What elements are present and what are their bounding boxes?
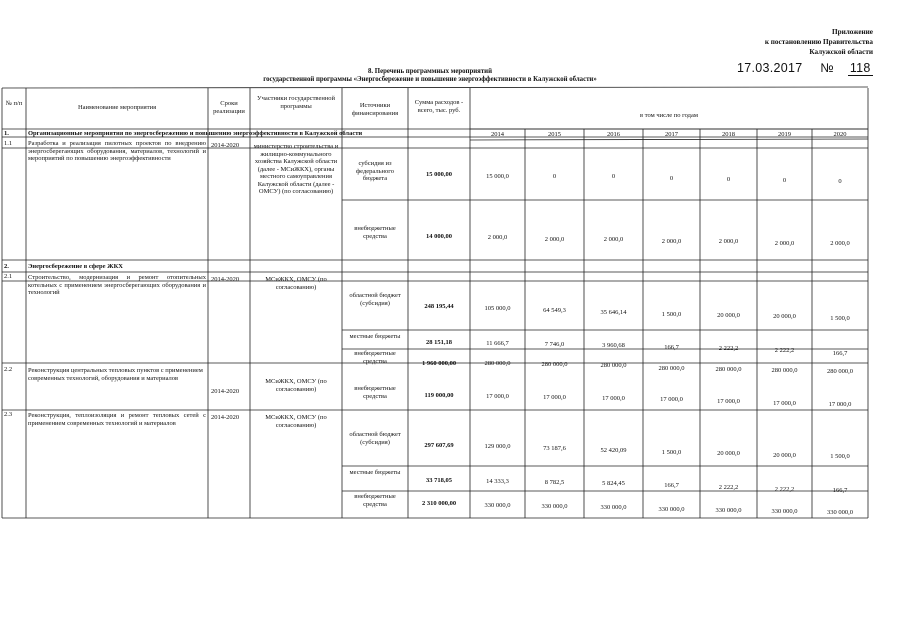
row21-y2-3: 280 000,0 xyxy=(658,365,685,372)
row21-y2-2: 280 000,0 xyxy=(600,362,627,369)
year-2019: 2019 xyxy=(778,131,791,138)
row21-num: 2.1 xyxy=(4,273,13,280)
col-num: № п/п xyxy=(5,100,23,107)
row21-y1-0: 11 666,7 xyxy=(486,340,509,347)
row22-participants: МСиЖКХ, ОМСУ (по согласованию) xyxy=(265,378,327,393)
title-line1: 8. Перечень программных мероприятий xyxy=(367,68,492,75)
row21-y1-2: 3 960,68 xyxy=(602,342,625,349)
row23-y1-4: 2 222,2 xyxy=(718,484,739,491)
row23-y0-5: 20 000,0 xyxy=(773,452,796,459)
year-2016: 2016 xyxy=(607,131,620,138)
appendix-line3: Калужской области xyxy=(809,48,873,56)
year-2017: 2017 xyxy=(665,131,678,138)
row11-y0-6: 0 xyxy=(838,178,842,185)
reg-no: 118 xyxy=(849,61,871,75)
row21-total-0: 248 195,44 xyxy=(424,303,454,310)
row11-total-1: 14 000,00 xyxy=(426,233,452,240)
year-2020: 2020 xyxy=(833,131,847,138)
row23-source-1: местные бюджеты xyxy=(349,469,401,476)
row23-y0-1: 73 187,6 xyxy=(543,445,566,452)
row23-y1-2: 5 824,45 xyxy=(602,480,625,487)
row21-y2-5: 280 000,0 xyxy=(771,367,798,374)
row21-y1-1: 7 746,0 xyxy=(544,341,565,348)
row11-name: Разработка и реализация пилотных проектов по внедрению энергосберегающих оборудования, материалов, технологий и мероприятий по повышению энергоэффективности xyxy=(28,140,206,162)
row21-y1-5: 2 222,2 xyxy=(774,347,795,354)
row22-y0-0: 17 000,0 xyxy=(486,393,509,400)
row11-y0-1: 0 xyxy=(552,173,557,180)
row11-y1-3: 2 000,0 xyxy=(661,238,682,245)
row11-num: 1.1 xyxy=(4,140,13,147)
row11-y0-3: 0 xyxy=(669,175,674,182)
row22-y0-1: 17 000,0 xyxy=(543,394,566,401)
row23-y2-3: 330 000,0 xyxy=(658,506,685,513)
row21-y1-4: 2 222,2 xyxy=(718,345,739,352)
row23-source-2: внебюджетные средства xyxy=(354,493,396,508)
appendix-line1: Приложение xyxy=(832,28,873,36)
row11-period: 2014-2020 xyxy=(211,142,240,149)
row23-y2-1: 330 000,0 xyxy=(541,503,568,510)
row11-participants: министерство строительства и жилищно-коммунального хозяйства Калужской области (далее - МСиЖКХ), органы местного самоуправления Калужской области (далее - ОМСУ) (по согласованию) xyxy=(253,143,339,195)
row22-period: 2014-2020 xyxy=(211,388,240,395)
row11-y1-2: 2 000,0 xyxy=(603,236,624,243)
row23-y2-5: 330 000,0 xyxy=(771,508,798,515)
row21-participants: МСиЖКХ, ОМСУ (по согласованию) xyxy=(265,276,327,291)
year-2015: 2015 xyxy=(548,131,561,138)
year-2018: 2018 xyxy=(722,131,735,138)
col-sources: Источники финансирования xyxy=(351,102,399,117)
row21-source-2: внебюджетные средства xyxy=(354,350,396,365)
row23-y2-2: 330 000,0 xyxy=(600,504,627,511)
reg-no-sign: № xyxy=(820,61,835,75)
row23-num: 2.3 xyxy=(4,411,13,418)
row23-y0-3: 1 500,0 xyxy=(661,449,682,456)
col-period: Сроки реализации xyxy=(213,100,245,115)
row23-source-0: областной бюджет (субсидия) xyxy=(349,431,401,446)
col-by-years: в том числе по годам xyxy=(640,112,698,119)
row11-y1-6: 2 000,0 xyxy=(830,240,850,247)
row21-y0-5: 20 000,0 xyxy=(773,313,796,320)
row22-num: 2.2 xyxy=(4,366,13,373)
row22-name: Реконструкция центральных тепловых пунктов с применением современных технологий, оборудования и материалов xyxy=(28,367,203,382)
row11-y1-1: 2 000,0 xyxy=(544,236,565,243)
row21-y0-2: 35 646,14 xyxy=(600,309,627,316)
row11-y1-4: 2 000,0 xyxy=(718,238,739,245)
row22-y0-4: 17 000,0 xyxy=(717,398,740,405)
title-line2: государственной программы «Энергосбережение и повышение энергоэффективности в Калужской области» xyxy=(263,76,597,83)
row22-y0-6: 17 000,0 xyxy=(828,401,852,408)
row21-y2-1: 280 000,0 xyxy=(541,361,568,368)
reg-date: 17.03.2017 xyxy=(737,61,803,75)
row23-y2-6: 330 000,0 xyxy=(827,509,853,516)
row22-y0-3: 17 000,0 xyxy=(660,396,683,403)
row23-y2-0: 330 000,0 xyxy=(484,502,511,509)
row22-source-0: внебюджетные средства xyxy=(354,385,396,400)
section2-title: Энергосбережение в сфере ЖКХ xyxy=(28,263,123,270)
row21-y0-6: 1 500,0 xyxy=(830,315,850,322)
appendix-line2: к постановлению Правительства xyxy=(764,38,873,46)
row23-total-2: 2 310 000,00 xyxy=(421,500,457,507)
row21-y0-3: 1 500,0 xyxy=(661,311,682,318)
row21-y0-4: 20 000,0 xyxy=(717,312,740,319)
row11-total-0: 15 000,00 xyxy=(426,171,452,178)
col-name: Наименование мероприятия xyxy=(77,104,157,111)
row11-y0-2: 0 xyxy=(611,173,616,180)
row23-participants: МСиЖКХ, ОМСУ (по согласованию) xyxy=(265,414,327,429)
col-total: Сумма расходов - всего, тыс. руб. xyxy=(414,99,464,114)
row23-y0-2: 52 420,09 xyxy=(600,447,627,454)
row21-name: Строительство, модернизация и ремонт отопительных котельных с применением энергосберегающих оборудования и технологий xyxy=(28,274,206,296)
row11-source-0: субсидия из федерального бюджета xyxy=(355,160,395,182)
row21-y1-3: 166,7 xyxy=(664,344,679,351)
year-2014: 2014 xyxy=(491,131,504,138)
row23-y0-6: 1 500,0 xyxy=(830,453,850,460)
row11-y0-0: 15 000,0 xyxy=(486,173,509,180)
row21-y1-6: 166,7 xyxy=(832,350,848,357)
row21-total-1: 28 151,18 xyxy=(426,339,452,346)
row21-source-1: местные бюджеты xyxy=(349,333,401,340)
row21-y0-0: 105 000,0 xyxy=(484,305,511,312)
row11-y0-4: 0 xyxy=(726,176,731,183)
row23-y2-4: 330 000,0 xyxy=(715,507,742,514)
section1-num: 1. xyxy=(4,130,9,137)
row22-y0-2: 17 000,0 xyxy=(602,395,625,402)
row23-period: 2014-2020 xyxy=(211,414,240,421)
row23-total-1: 33 718,05 xyxy=(426,477,452,484)
col-participants: Участники государственной программы xyxy=(256,95,336,110)
row23-y1-3: 166,7 xyxy=(664,482,679,489)
row21-y2-4: 280 000,0 xyxy=(715,366,742,373)
row23-name: Реконструкция, теплоизоляция и ремонт тепловых сетей с применением современных технологий и материалов xyxy=(28,412,206,427)
row11-y1-5: 2 000,0 xyxy=(774,240,795,247)
row23-y1-5: 2 222,2 xyxy=(774,486,795,493)
row21-period: 2014-2020 xyxy=(211,276,240,283)
row23-y0-4: 20 000,0 xyxy=(717,450,740,457)
row11-source-1: внебюджетные средства xyxy=(354,225,396,240)
row21-source-0: областной бюджет (субсидия) xyxy=(349,292,401,307)
row23-y1-1: 8 782,5 xyxy=(544,479,565,486)
row23-y1-6: 166,7 xyxy=(832,487,848,494)
section2-num: 2. xyxy=(4,263,9,270)
row23-y1-0: 14 333,3 xyxy=(486,478,509,485)
row23-y0-0: 129 000,0 xyxy=(484,443,511,450)
row21-total-2: 1 960 000,00 xyxy=(421,360,457,367)
row11-y0-5: 0 xyxy=(782,177,787,184)
row11-y1-0: 2 000,0 xyxy=(487,234,508,241)
row21-y0-1: 64 549,3 xyxy=(543,307,566,314)
row21-y2-0: 280 000,0 xyxy=(484,360,511,367)
row21-y2-6: 280 000,0 xyxy=(827,368,853,375)
row23-total-0: 297 607,69 xyxy=(424,442,454,449)
section1-title: Организационные мероприятия по энергосбережению и повышению энергоэффективности в Калужской области xyxy=(28,130,363,137)
row22-y0-5: 17 000,0 xyxy=(773,400,796,407)
row22-total-0: 119 000,00 xyxy=(424,392,454,399)
